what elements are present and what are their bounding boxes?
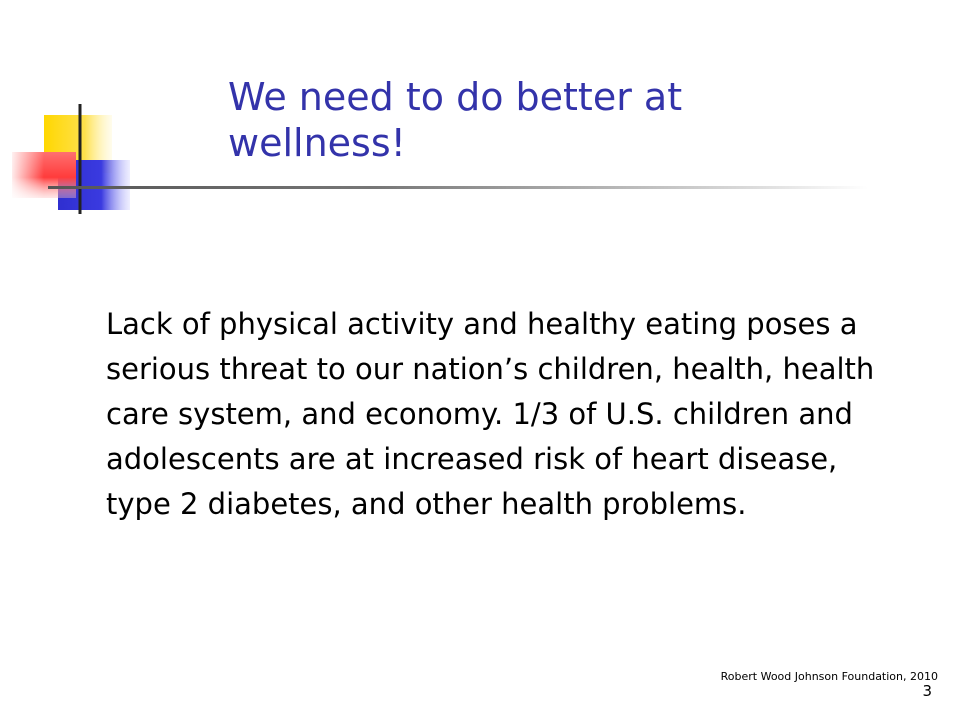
page-number: 3: [922, 682, 932, 700]
body-paragraph: Lack of physical activity and healthy eating poses a serious threat to our nation’s children, health, health care system, and economy. 1/3 of U.S. children and adolescents are at increased risk of heart disease, type 2 diabetes, and other health problems.: [106, 307, 875, 521]
title-divider: [48, 186, 868, 189]
slide-title: [228, 74, 868, 166]
title-line-2: wellness!: [228, 121, 406, 165]
title-line-1: We need to do better at: [228, 75, 683, 119]
source-citation: Robert Wood Johnson Foundation, 2010: [720, 670, 938, 683]
